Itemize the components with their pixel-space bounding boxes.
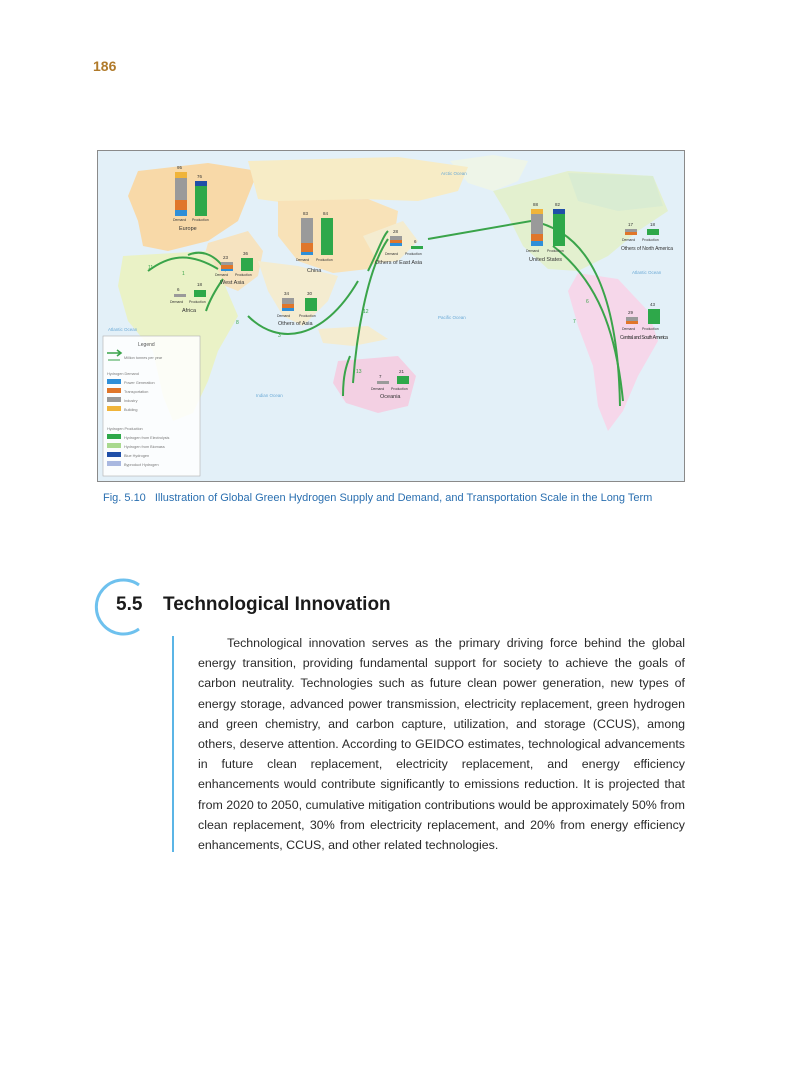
region-production-label: Production xyxy=(547,249,564,253)
section-title: Technological Innovation xyxy=(163,594,391,615)
region-production-label: Production xyxy=(192,218,209,222)
section-heading xyxy=(94,577,514,633)
legend-swatch xyxy=(107,379,121,384)
region-production-value: 30 xyxy=(307,291,313,296)
region-name: Others of East Asia xyxy=(375,260,423,266)
region-demand-label: Demand xyxy=(170,300,184,304)
legend-item-label: Byproduct Hydrogen xyxy=(124,463,159,467)
legend-swatch xyxy=(107,388,121,393)
ocean-label: Arctic Ocean xyxy=(441,171,467,176)
legend-title: Legend xyxy=(138,342,155,348)
region-production-value: 21 xyxy=(399,369,405,374)
region-name: Europe xyxy=(179,226,197,232)
flow-value: 12 xyxy=(363,309,369,315)
section-number: 5.5 xyxy=(116,594,143,615)
region-demand-label: Demand xyxy=(622,327,636,331)
region-production-value: 82 xyxy=(555,202,561,207)
flow-value: 3 xyxy=(278,333,281,339)
region-production-label: Production xyxy=(299,314,316,318)
region-name: Others of Asia xyxy=(278,321,313,327)
region-demand-label: Demand xyxy=(385,252,399,256)
region-demand-value: 6 xyxy=(177,287,180,292)
legend-item-label: Hydrogen from Biomass xyxy=(124,445,165,449)
hydrogen-map-figure xyxy=(97,150,685,482)
ocean-label: Pacific Ocean xyxy=(438,315,466,320)
region-name: United States xyxy=(529,257,563,263)
region-production-value: 76 xyxy=(197,174,203,179)
legend-item-label: Hydrogen from Electrolysis xyxy=(124,436,170,440)
ocean-label: Atlantic Ocean xyxy=(632,270,662,275)
region-name: West Asia xyxy=(220,280,245,286)
legend-item-label: Power Generation xyxy=(124,381,155,385)
body-accent-bar xyxy=(172,636,174,852)
region-demand-value: 7 xyxy=(379,374,382,379)
region-production-value: 18 xyxy=(650,222,656,227)
region-demand-label: Demand xyxy=(173,218,187,222)
region-production-label: Production xyxy=(391,387,408,391)
world-map xyxy=(98,151,684,481)
legend-swatch xyxy=(107,461,121,466)
region-demand-label: Demand xyxy=(622,238,636,242)
ocean-label: Atlantic Ocean xyxy=(108,327,138,332)
region-demand-value: 83 xyxy=(303,211,309,216)
region-production-value: 18 xyxy=(197,282,203,287)
region-demand-value: 23 xyxy=(223,255,229,260)
legend-swatch xyxy=(107,406,121,411)
figure-caption xyxy=(103,492,652,504)
region-name: Oceania xyxy=(380,394,401,400)
region-production-value: 36 xyxy=(243,251,249,256)
region-demand-label: Demand xyxy=(371,387,385,391)
legend-swatch xyxy=(107,452,121,457)
legend-demand-title: Hydrogen Demand xyxy=(107,372,139,376)
figure-number: Fig. 5.10 xyxy=(103,492,146,504)
region-name: Africa xyxy=(182,308,197,314)
page-number: 186 xyxy=(93,58,117,74)
flow-value: 13 xyxy=(356,369,362,375)
region-demand-label: Demand xyxy=(277,314,291,318)
region-name: Others of North America xyxy=(621,246,673,252)
region-production-label: Production xyxy=(189,300,206,304)
region-production-value: 84 xyxy=(323,211,329,216)
ocean-label: Indian Ocean xyxy=(256,393,283,398)
region-demand-label: Demand xyxy=(296,258,310,262)
legend-production-title: Hydrogen Production xyxy=(107,427,143,431)
legend-swatch xyxy=(107,434,121,439)
flow-value: 6 xyxy=(586,299,589,305)
region-production-value: 6 xyxy=(414,239,417,244)
region-demand-value: 95 xyxy=(177,165,183,170)
region-production-label: Production xyxy=(235,273,252,277)
region-demand-value: 34 xyxy=(284,291,290,296)
region-name: Central and South America xyxy=(620,335,668,341)
legend-flow-label: Million tonnes per year xyxy=(124,356,163,360)
legend-item-label: Industry xyxy=(124,399,138,403)
region-production-label: Production xyxy=(405,252,422,256)
legend-item-label: Building xyxy=(124,408,138,412)
flow-value: 8 xyxy=(236,320,239,326)
legend-item-label: Blue Hydrogen xyxy=(124,454,150,458)
flow-value: 7 xyxy=(573,319,576,325)
region-demand-value: 17 xyxy=(628,222,634,227)
body-paragraph: Technological innovation serves as the primary driving force behind the global energy transition, providing fundamental support for society to achieve the goals of carbon neutrality. Technologies such as future clean power generation, new types of energy storage, advanced power transmission, electricity replacement, green hydrogen and green chemistry, and carbon capture, utilization, and storage (CCUS), among others, deserve attention. According to GEIDCO estimates, technological advancements in future clean replacement, electricity replacement, and energy efficiency enhancements would contribute significantly to emissions reduction. It is projected that from 2020 to 2050, cumulative mitigation contributions would be approximately 50% from clean replacement, 30% from electricity replacement, and 20% from energy efficiency enhancements, CCUS, and other related technologies. xyxy=(198,636,685,853)
region-production-value: 43 xyxy=(650,302,656,307)
region-production-label: Production xyxy=(316,258,333,262)
map-legend xyxy=(103,336,200,476)
flow-value: 11 xyxy=(148,265,154,271)
legend-swatch xyxy=(107,397,121,402)
figure-caption-text: Illustration of Global Green Hydrogen Supply and Demand, and Transportation Scale in the Long Term xyxy=(154,492,653,504)
region-demand-label: Demand xyxy=(215,273,229,277)
region-demand-label: Demand xyxy=(526,249,540,253)
region-demand-value: 29 xyxy=(628,310,634,315)
region-production-label: Production xyxy=(642,238,659,242)
legend-item-label: Transportation xyxy=(124,390,149,394)
legend-swatch xyxy=(107,443,121,448)
region-name: China xyxy=(307,268,322,274)
region-demand-value: 88 xyxy=(533,202,539,207)
flow-value: 1 xyxy=(182,271,185,277)
region-production-label: Production xyxy=(642,327,659,331)
region-demand-value: 28 xyxy=(393,229,399,234)
